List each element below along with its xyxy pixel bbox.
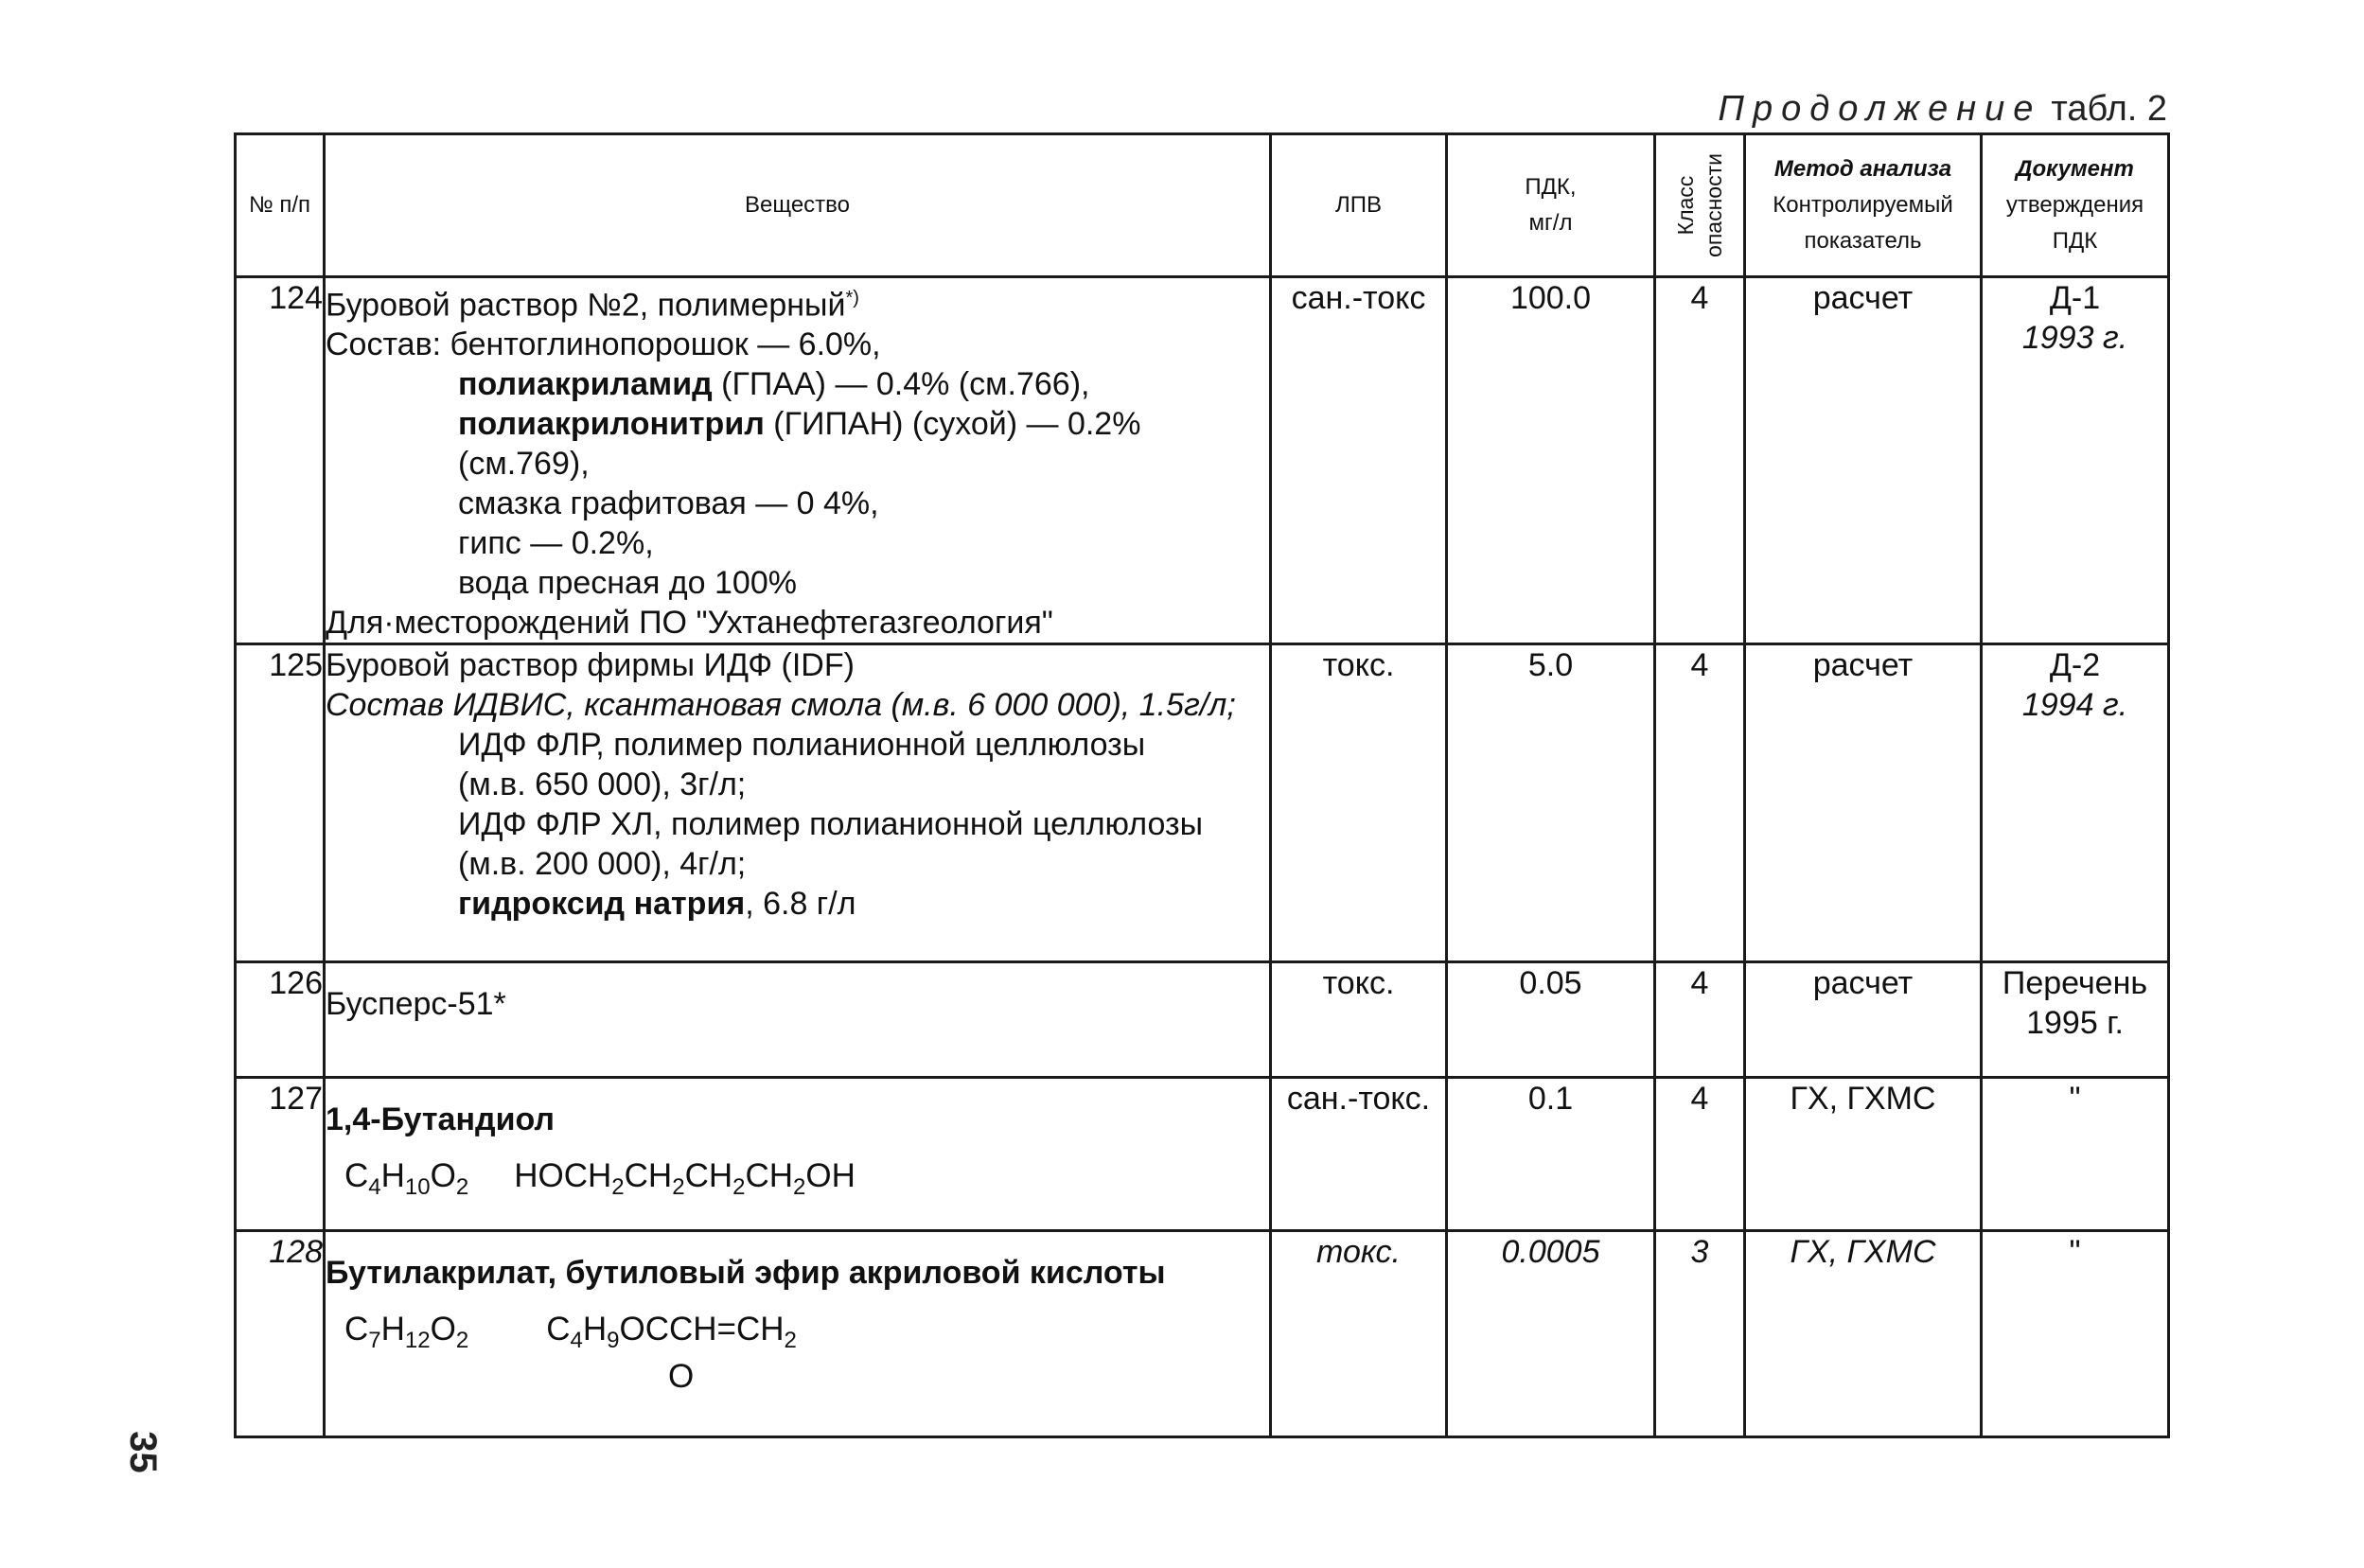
document-code: Д-2: [2049, 647, 2101, 684]
component-bold: полиакриламид: [458, 366, 713, 403]
document-year: 1994 г.: [2021, 687, 2128, 724]
table-row: [236, 1078, 2169, 1231]
pdk-cell: 0.05: [1447, 962, 1655, 1078]
composition-line: (м.в. 650 000), 3г/л;: [458, 766, 747, 803]
header-hazard-line1: Класс: [1673, 175, 1698, 236]
lpv-cell: токс.: [1271, 644, 1447, 962]
header-pdk: [1447, 134, 1655, 277]
method-cell: расчет: [1745, 277, 1982, 644]
lpv-cell: сан.-токс: [1271, 277, 1447, 644]
substance-cell: [325, 644, 1271, 962]
method-cell: расчет: [1745, 644, 1982, 962]
method-cell: расчет: [1745, 962, 1982, 1078]
substance-name: Буровой раствор фирмы ИДФ (IDF): [326, 647, 855, 684]
substance-name: Буровой раствор №2, полимерный: [326, 287, 846, 324]
table-row: [236, 277, 2169, 644]
document-cell: [1982, 644, 2169, 962]
table-row: [236, 1231, 2169, 1437]
document-cell: [1982, 962, 2169, 1078]
substance-cell: [325, 1078, 1271, 1231]
row-number: 127: [236, 1078, 325, 1231]
composition-line: [326, 884, 1269, 924]
composition-line: [326, 364, 1269, 404]
chemical-formula: $C_4H_{10}O_2$ $HOCH_2CH_2CH_2CH_2OH$: [344, 1157, 856, 1201]
substance-cell: [325, 1231, 1271, 1437]
document-code: Д-1: [2049, 280, 2101, 316]
header-method: [1745, 134, 1982, 277]
composition-line: вода пресная до 100%: [458, 565, 797, 602]
hazard-cell: 4: [1655, 644, 1745, 962]
table-header-row: [236, 134, 2169, 277]
hazard-cell: 4: [1655, 277, 1745, 644]
table-row: [236, 962, 2169, 1078]
substance-cell: [325, 277, 1271, 644]
composition-line: Для·месторождений ПО "Ухтанефтегазгеология": [326, 605, 1053, 642]
pdk-cell: 100.0: [1447, 277, 1655, 644]
pdk-cell: 5.0: [1447, 644, 1655, 962]
hazard-cell: 4: [1655, 962, 1745, 1078]
substance-name: 1,4-Бутандиол: [326, 1101, 556, 1138]
pdk-cell: 0.0005: [1447, 1231, 1655, 1437]
component-detail: (ГПАА) — 0.4% (см.766),: [712, 366, 1090, 403]
substance-name: Бусперс-51*: [326, 986, 506, 1023]
header-method-line3: показатель: [1804, 228, 1922, 254]
carbonyl-oxygen: O: [668, 1358, 695, 1396]
table-continuation-caption: [1666, 89, 2167, 130]
lpv-cell: токс.: [1271, 1231, 1447, 1437]
header-method-line1: Метод анализа: [1773, 156, 1952, 182]
document-year: 1995 г.: [2026, 1005, 2124, 1042]
document-code: Перечень: [2002, 965, 2148, 1002]
row-number: 125: [236, 644, 325, 962]
composition-line: (м.в. 200 000), 4г/л;: [458, 846, 747, 883]
header-method-line2: Контролируемый: [1773, 192, 1953, 218]
composition-line: Состав: бентоглинопорошок — 6.0%,: [326, 326, 881, 363]
continuation-table-ref: табл. 2: [2051, 89, 2167, 129]
lpv-cell: сан.-токс.: [1271, 1078, 1447, 1231]
substance-name: Бутилакрилат, бутиловый эфир акриловой кислоты: [326, 1255, 1166, 1292]
component-detail: , 6.8 г/л: [745, 886, 856, 923]
document-year: 1993 г.: [2021, 320, 2128, 356]
chemical-formula: $C_7H_{12}O_2$ $C_4H_9OCCH=CH_2$: [344, 1311, 797, 1354]
header-hazard-line2: опасности: [1702, 153, 1726, 257]
component-bold: полиакрилонитрил: [458, 406, 765, 443]
component-bold: гидроксид натрия: [458, 886, 746, 923]
header-document-line2: утверждения: [2005, 192, 2144, 218]
header-substance: Вещество: [325, 134, 1271, 277]
continuation-word: Продолжение: [1718, 89, 2042, 129]
header-number: № п/п: [236, 134, 325, 277]
table-row: [236, 644, 2169, 962]
hazard-cell: 4: [1655, 1078, 1745, 1231]
component-detail: (ГИПАН) (сухой) — 0.2% (см.769),: [458, 406, 1141, 483]
pdk-cell: 0.1: [1447, 1078, 1655, 1231]
header-hazard-class: [1655, 134, 1745, 277]
row-number: 124: [236, 277, 325, 644]
header-pdk-line1: ПДК,: [1525, 174, 1577, 200]
header-document-line1: Документ: [2016, 156, 2134, 182]
header-lpv: ЛПВ: [1271, 134, 1447, 277]
header-document-line3: ПДК: [2052, 228, 2098, 254]
row-number: 126: [236, 962, 325, 1078]
composition-line: Состав ИДВИС, ксантановая смола (м.в. 6 000 000), 1.5г/л;: [326, 687, 1236, 724]
composition-line: ИДФ ФЛР ХЛ, полимер полианионной целлюлозы: [458, 806, 1204, 843]
footnote-mark: *): [845, 288, 859, 308]
composition-line: ИДФ ФЛР, полимер полианионной целлюлозы: [458, 727, 1146, 764]
composition-line: [326, 404, 1269, 484]
method-cell: ГХ, ГХМС: [1745, 1231, 1982, 1437]
row-number: 128: [236, 1231, 325, 1437]
composition-line: гипс — 0.2%,: [458, 525, 654, 562]
page-number: 35: [121, 1431, 164, 1473]
hazard-cell: 3: [1655, 1231, 1745, 1437]
method-cell: ГХ, ГХМС: [1745, 1078, 1982, 1231]
header-pdk-line2: мг/л: [1528, 210, 1573, 236]
substances-table: [234, 132, 2170, 1438]
header-document: [1982, 134, 2169, 277]
document-cell: ": [1982, 1231, 2169, 1437]
substance-cell: [325, 962, 1271, 1078]
lpv-cell: токс.: [1271, 962, 1447, 1078]
document-cell: ": [1982, 1078, 2169, 1231]
document-cell: [1982, 277, 2169, 644]
composition-line: смазка графитовая — 0 4%,: [458, 485, 879, 522]
